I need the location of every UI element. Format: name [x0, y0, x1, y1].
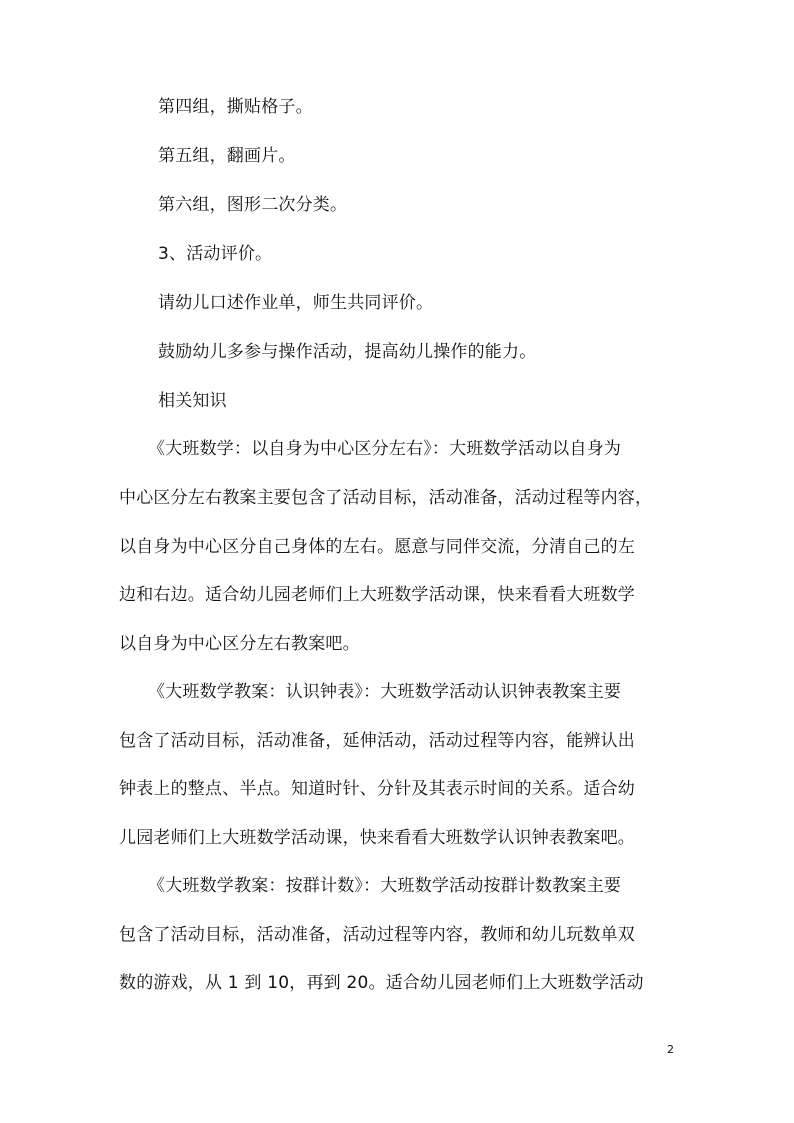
text-line-evaluation-heading: 3、活动评价。: [158, 244, 273, 264]
paragraph-3-line-1: 《大班数学教案：按群计数》：大班数学活动按群计数教案主要: [148, 876, 622, 896]
paragraph-1-line-5: 以自身为中心区分左右教案吧。: [119, 634, 360, 654]
page-number: 2: [667, 1043, 674, 1056]
paragraph-2-line-3: 钟表上的整点、半点。知道时针、分针及其表示时间的关系。适合幼: [119, 779, 635, 799]
text-line-group5: 第五组，翻画片。: [158, 146, 296, 166]
section-heading-related: 相关知识: [158, 391, 227, 411]
text-line-group4: 第四组，撕贴格子。: [158, 97, 313, 117]
paragraph-1-line-1: 《大班数学：以自身为中心区分左右》：大班数学活动以自身为: [148, 439, 622, 459]
paragraph-1-line-3: 以自身为中心区分自己身体的左右。愿意与同伴交流，分清自己的左: [119, 537, 635, 557]
paragraph-2-line-2: 包含了活动目标，活动准备，延伸活动，活动过程等内容，能辨认出: [119, 731, 635, 751]
paragraph-1-line-4: 边和右边。适合幼儿园老师们上大班数学活动课，快来看看大班数学: [119, 585, 635, 605]
paragraph-3-line-2: 包含了活动目标，活动准备，活动过程等内容，教师和幼儿玩数单双: [119, 925, 635, 945]
text-line-group6: 第六组，图形二次分类。: [158, 195, 348, 215]
paragraph-3-line-3: 数的游戏，从 1 到 10，再到 20。适合幼儿园老师们上大班数学活动: [119, 973, 644, 993]
paragraph-1-line-2: 中心区分左右教案主要包含了活动目标，活动准备，活动过程等内容，: [119, 488, 653, 508]
paragraph-2-line-1: 《大班数学教案：认识钟表》：大班数学活动认识钟表教案主要: [148, 682, 622, 702]
text-line-evaluation-2: 鼓励幼儿多参与操作活动，提高幼儿操作的能力。: [158, 342, 537, 362]
text-line-evaluation-1: 请幼儿口述作业单，师生共同评价。: [158, 293, 434, 313]
paragraph-2-line-4: 儿园老师们上大班数学活动课，快来看看大班数学认识钟表教案吧。: [119, 828, 635, 848]
